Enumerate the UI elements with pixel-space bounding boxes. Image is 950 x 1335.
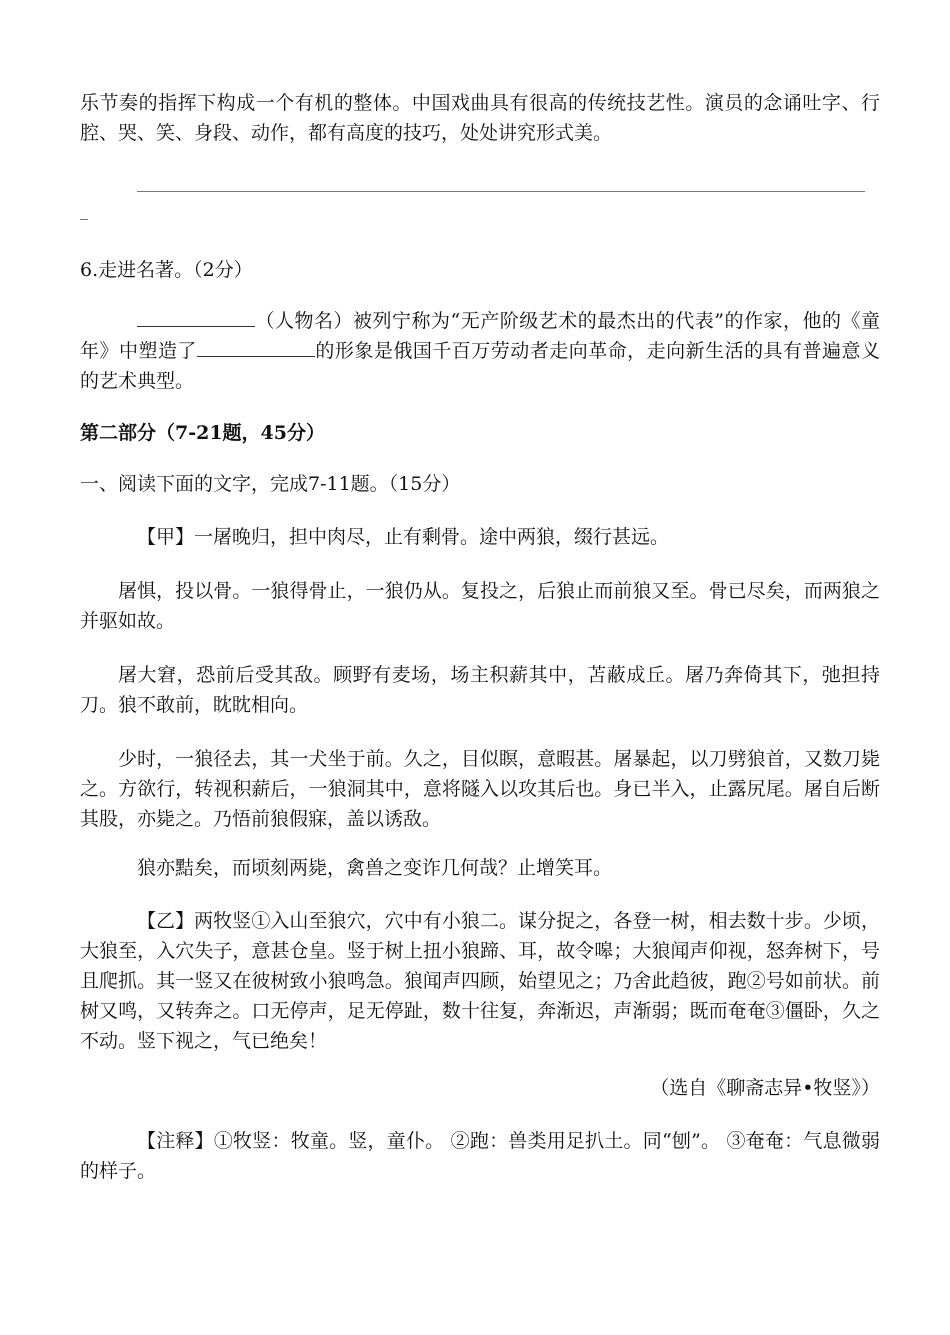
passage-yi-source: （选自《聊斋志异•牧竖》） — [650, 1077, 880, 1099]
passage-yi-notes: 【注释】①牧竖：牧童。竖，童仆。 ②跑：兽类用足扒土。同“刨”。 ③奄奄：气息微弱的样子。 — [80, 1130, 880, 1182]
passage-jia-para-2: 屠惧，投以骨。一狼得骨止，一狼仍从。复投之，后狼止而前狼又至。骨已尽矣，而两狼之并驱如故。 — [80, 580, 880, 632]
passage-yi-para-1: 【乙】两牧竖①入山至狼穴，穴中有小狼二。谋分捉之，各登一树，相去数十步。少顷，大狼至，入穴失子，意甚仓皇。竖于树上扭小狼蹄、耳，故令嗥；大狼闻声仰视，怒奔树下，号且爬抓。其一竖又在彼树致小狼鸣急。狼闻声四顾，始望见之；乃舍此趋彼，跑②号如前状。前树又鸣，又转奔之。口无停声，足无停趾，数十往复，奔渐迟，声渐弱；既而奄奄③僵卧，久之不动。竖下视之，气已绝矣！ — [80, 910, 880, 1052]
passage-jia-para-4: 少时，一狼径去，其一犬坐于前。久之，目似瞑，意暇甚。屠暴起，以刀劈狼首，又数刀毙之。方欲行，转视积薪后，一狼洞其中，意将隧入以攻其后也。身已半入，止露尻尾。屠自后断其股，亦毙之。乃悟前狼假寐，盖以诱敌。 — [80, 748, 880, 830]
blank-author-name[interactable] — [137, 308, 255, 327]
question-6-body — [80, 306, 880, 396]
continued-paragraph: 乐节奏的指挥下构成一个有机的整体。中国戏曲具有很高的传统技艺性。演员的念诵吐字、行腔、哭、笑、身段、动作，都有高度的技巧，处处讲究形式美。 — [80, 92, 880, 144]
answer-line[interactable] — [137, 191, 865, 192]
passage-jia-para-1: 【甲】一屠晚归，担中肉尽，止有剩骨。途中两狼，缀行甚远。 — [137, 526, 670, 548]
question-6-heading: 6.走进名著。（2分） — [80, 259, 253, 281]
section-2-title: 第二部分（7-21题，45分） — [80, 422, 325, 444]
passage-jia-para-3: 屠大窘，恐前后受其敌。顾野有麦场，场主积薪其中，苫蔽成丘。屠乃奔倚其下，弛担持刀。狼不敢前，眈眈相向。 — [80, 664, 880, 716]
passage-jia-para-5: 狼亦黠矣，而顷刻两毙，禽兽之变诈几何哉？止增笑耳。 — [137, 857, 613, 879]
question-6-text-part1: （人物名）被列宁称为“无产阶级艺术的最杰出的代表”的作家，他的《童年》中塑造了 — [80, 310, 880, 362]
blank-character-name[interactable] — [197, 338, 315, 357]
section-2-instruction: 一、阅读下面的文字，完成7-11题。（15分） — [80, 473, 461, 495]
answer-line-tail — [80, 219, 88, 220]
question-6-text-part2: 的形象是俄国千百万劳动者走向革命，走向新生活的具有普遍意义的艺术典型。 — [80, 340, 880, 392]
